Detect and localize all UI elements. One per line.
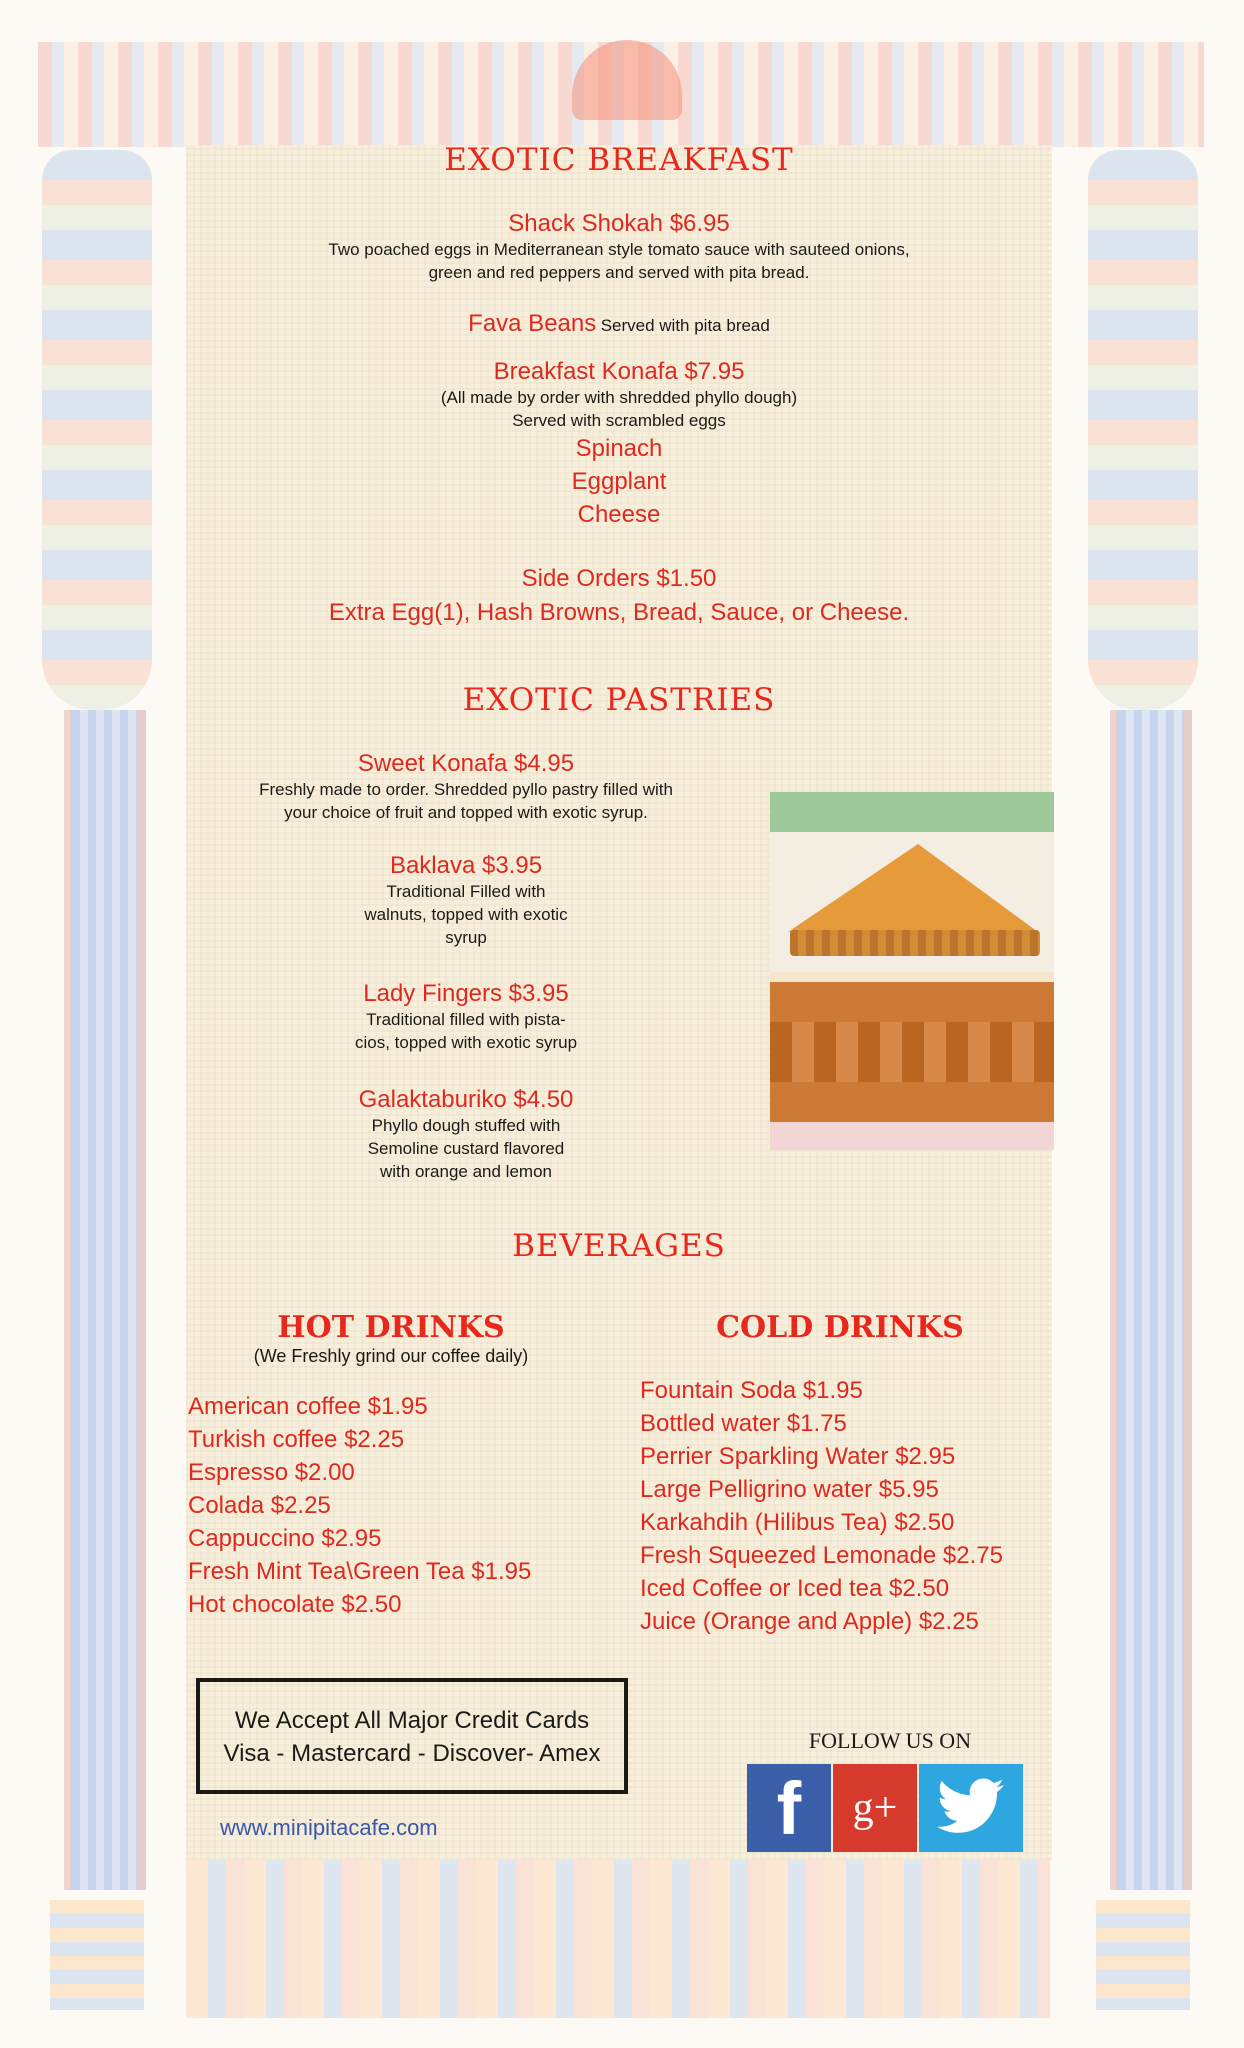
menu-item-sweet-konafa [196,750,736,824]
item-name: Baklava $3.95 [389,852,543,879]
list-item: Juice (Orange and Apple) $2.25 [640,1608,979,1635]
item-name: Galaktaburiko $4.50 [358,1086,574,1113]
twitter-icon[interactable] [919,1764,1023,1852]
website-link[interactable]: www.minipitacafe.com [220,1815,438,1840]
list-item: American coffee $1.95 [188,1393,428,1420]
credit-cards-box [196,1678,628,1794]
list-item: Karkahdih (Hilibus Tea) $2.50 [640,1509,955,1536]
beverages-title: BEVERAGES [512,1228,726,1264]
item-description: Served with scrambled eggs [512,411,726,430]
facebook-icon[interactable]: f [747,1764,831,1852]
item-description: Traditional Filled with [386,882,546,901]
pastry-photo [770,792,1054,1150]
konafa-option: Cheese [577,501,661,528]
decorative-border-bottom [186,1858,1050,2018]
pastries-section [186,682,1052,718]
menu-item-breakfast-konafa [186,358,1052,531]
list-item: Cappuccino $2.95 [188,1525,382,1552]
menu-item-lady-fingers [296,980,636,1054]
list-item: Large Pelligrino water $5.95 [640,1476,939,1503]
item-name: Lady Fingers $3.95 [363,980,569,1007]
cold-drinks-list [640,1374,1003,1638]
item-description: your choice of fruit and topped with exotic syrup. [284,803,648,822]
follow-us-label: FOLLOW US ON [808,1728,972,1753]
list-item: Fresh Squeezed Lemonade $2.75 [640,1542,1003,1569]
menu-item-baklava [296,852,636,949]
twitter-bird-icon [936,1778,1006,1838]
hot-drinks-header [186,1310,596,1368]
list-item: Hot chocolate $2.50 [188,1591,402,1618]
item-description: Phyllo dough stuffed with [371,1116,561,1135]
item-name: Side Orders $1.50 [521,565,717,592]
item-description: Freshly made to order. Shredded pyllo pastry filled with [259,780,673,799]
item-name: Breakfast Konafa $7.95 [493,358,745,385]
pastries-title: EXOTIC PASTRIES [462,682,776,718]
konafa-option: Spinach [575,435,663,462]
breakfast-section [186,142,1052,178]
beverages-section [186,1228,1052,1264]
menu-item-galaktaburiko [296,1086,636,1183]
item-description: walnuts, topped with exotic [364,905,568,924]
item-name: Shack Shokah $6.95 [508,210,730,237]
google-plus-icon[interactable]: g+ [833,1764,917,1852]
decorative-column-right [1088,150,1198,2010]
decorative-column-left [42,150,152,2010]
list-item: Iced Coffee or Iced tea $2.50 [640,1575,950,1602]
item-description: Traditional filled with pista- [366,1010,566,1029]
list-item: Turkish coffee $2.25 [188,1426,405,1453]
menu-item-fava-beans [186,310,1052,338]
item-description: Two poached eggs in Mediterranean style tomato sauce with sauteed onions, [328,240,910,259]
list-item: Colada $2.25 [188,1492,331,1519]
menu-item-side-orders [186,562,1052,630]
hot-drinks-note: (We Freshly grind our coffee daily) [253,1346,529,1366]
item-description: Semoline custard flavored [367,1139,565,1158]
credit-cards-line2: Visa - Mastercard - Discover- Amex [223,1740,601,1767]
item-description: Served with pita bread [600,316,770,335]
list-item: Fountain Soda $1.95 [640,1377,863,1404]
menu-item-shack-shokah [186,210,1052,284]
list-item: Bottled water $1.75 [640,1410,847,1437]
list-item: Perrier Sparkling Water $2.95 [640,1443,956,1470]
item-description: (All made by order with shredded phyllo dough) [440,388,798,407]
breakfast-title: EXOTIC BREAKFAST [444,142,794,178]
item-description: syrup [445,928,487,947]
list-item: Fresh Mint Tea\Green Tea $1.95 [188,1558,532,1585]
credit-cards-line1: We Accept All Major Credit Cards [234,1707,590,1734]
item-name: Fava Beans [468,310,597,337]
hot-drinks-list [188,1390,531,1621]
item-description: Extra Egg(1), Hash Browns, Bread, Sauce, or Cheese. [328,599,910,626]
cold-drinks-header [640,1310,1040,1345]
item-name: Sweet Konafa $4.95 [357,750,575,777]
cold-drinks-title: COLD DRINKS [716,1310,964,1345]
hot-drinks-title: HOT DRINKS [277,1310,505,1345]
konafa-option: Eggplant [571,468,667,495]
item-description: green and red peppers and served with pita bread. [428,263,810,282]
item-description: with orange and lemon [379,1162,552,1181]
item-description: cios, topped with exotic syrup [354,1033,578,1052]
list-item: Espresso $2.00 [188,1459,355,1486]
